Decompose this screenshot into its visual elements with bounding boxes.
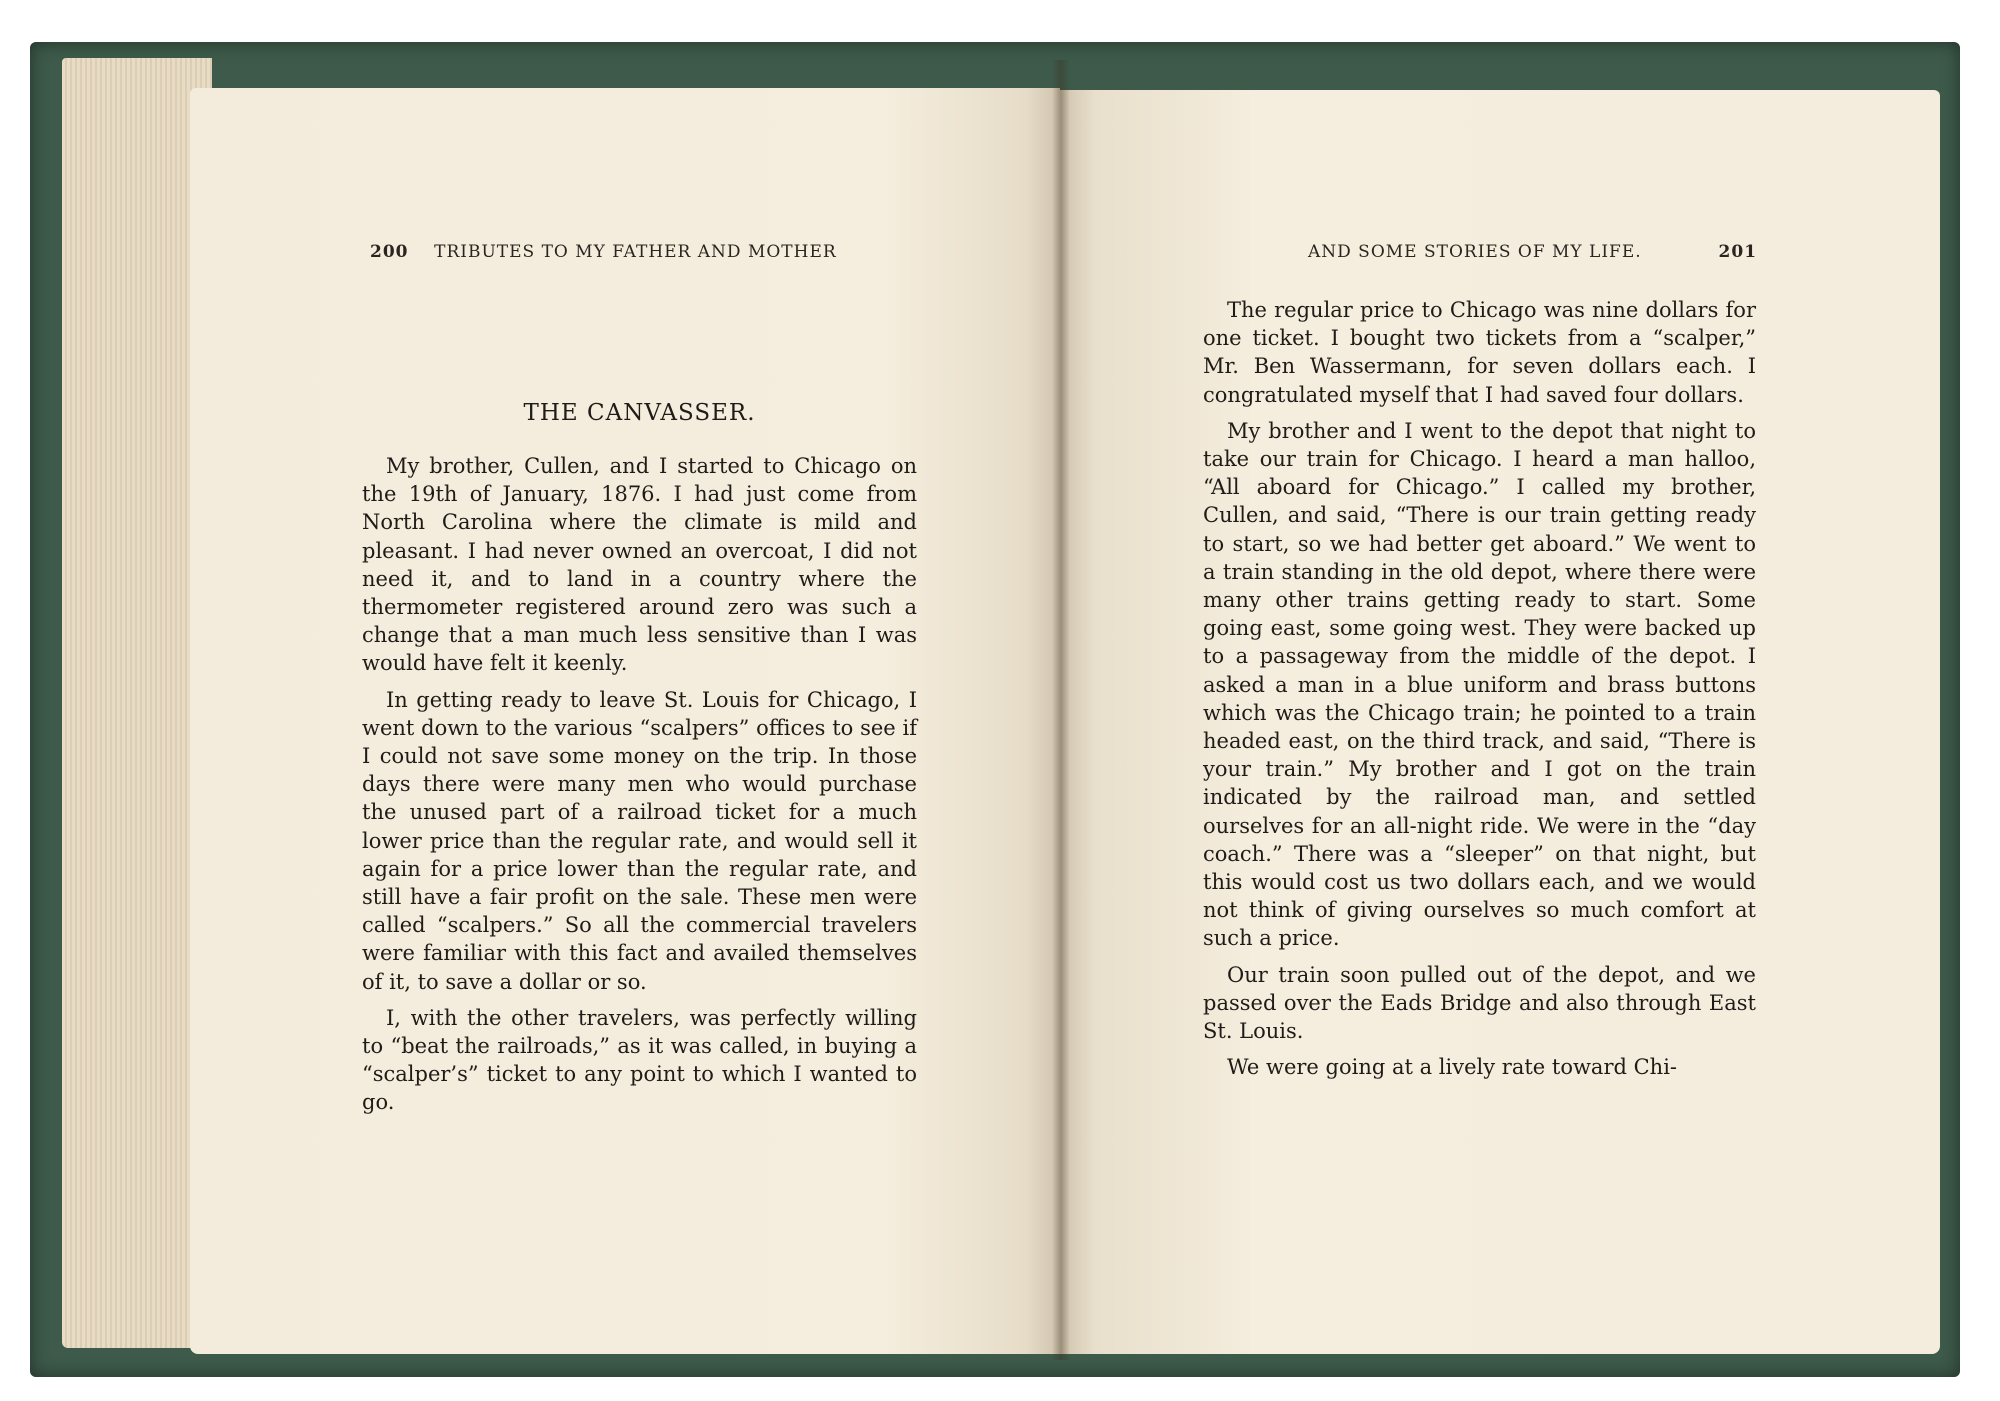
chapter-title: THE CANVASSER. <box>523 400 756 426</box>
left-page-number: 200 <box>370 242 409 262</box>
paragraph: Our train soon pulled out of the depot, and we passed over the Eads Bridge and also through East St. Louis. <box>1203 962 1756 1044</box>
paragraph: We were going at a lively rate toward Chi- <box>1227 1055 1678 1080</box>
paragraph: My brother, Cullen, and I started to Chicago on the 19th of January, 1876. I had just come from North Carolina where the climate is mild and pleasant. I had never owned an overcoat, I did not need it, and to land in a country where the thermometer registered around zero was such a change that a man much less sensitive than I was would have felt it keenly. <box>362 454 917 676</box>
right-page-text <box>1203 296 1756 1089</box>
book-gutter <box>1052 60 1070 1360</box>
left-running-head <box>370 242 837 262</box>
paragraph: In getting ready to leave St. Louis for Chicago, I went down to the various “scalpers” offices to see if I could not save some money on the trip. In those days there were many men who would purchase the unused part of a railroad ticket for a much lower price than the regular rate, and would sell it again for a price lower than the regular rate, and still have a fair profit on the sale. These men were called “scalpers.” So all the commercial travelers were familiar with this fact and availed themselves of it, to save a dollar or so. <box>362 687 917 994</box>
left-page-text <box>362 452 917 1125</box>
right-running-head <box>1308 242 1757 262</box>
left-running-head-title: TRIBUTES TO MY FATHER AND MOTHER <box>434 242 837 262</box>
paragraph: The regular price to Chicago was nine dollars for one ticket. I bought two tickets from a “scalper,” Mr. Ben Wassermann, for seven dollars each. I congratulated myself that I had saved four dollars. <box>1203 298 1756 407</box>
paragraph: I, with the other travelers, was perfectly willing to “beat the railroads,” as it was called, in buying a “scalper’s” ticket to any point to which I wanted to go. <box>362 1005 917 1115</box>
right-page-number: 201 <box>1718 242 1758 262</box>
right-running-head-title: AND SOME STORIES OF MY LIFE. <box>1308 242 1642 262</box>
paragraph: My brother and I went to the depot that night to take our train for Chicago. I heard a man halloo, “All aboard for Chicago.” I called my brother, Cullen, and said, “There is our train getting ready to start, so we had better get aboard.” We went to a train standing in the old depot, where there were many other trains getting ready to start. Some going east, some going west. They were backed up to a passageway from the middle of the depot. I asked a man in a blue uniform and brass buttons which was the Chicago train; he pointed to a train headed east, on the third track, and said, “There is your train.” My brother and I got on the train indicated by the railroad man, and settled ourselves for an all-night ride. We were in the “day coach.” There was a “sleeper” on that night, but this would cost us two dollars each, and we would not think of giving ourselves so much comfort at such a price. <box>1203 418 1756 951</box>
